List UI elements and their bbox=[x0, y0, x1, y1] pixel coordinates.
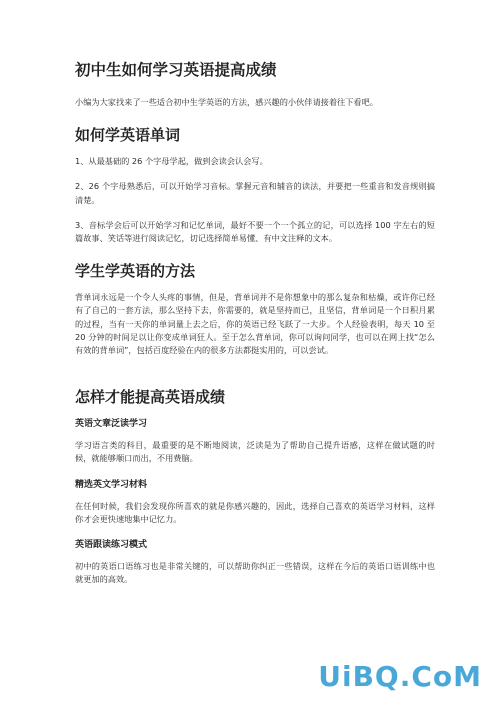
section3-paragraph-3: 初中的英语口语练习也是非常关键的，可以帮助你纠正一些错误，这样在今后的英语口语训练中也就更加的高效。 bbox=[75, 561, 435, 585]
section-heading-words: 如何学英语单词 bbox=[75, 126, 181, 145]
watermark-logo: UiBQ.CoM bbox=[318, 660, 482, 693]
section-heading-improve: 怎样才能提高英语成绩 bbox=[75, 388, 226, 407]
subheading-materials: 精选英文学习材料 bbox=[75, 479, 148, 490]
section3-paragraph-2: 在任何时候，我们会发现你所喜欢的就是你感兴趣的，因此，选择自己喜欢的英语学习材料，这样你才会更快速地集中记忆力。 bbox=[75, 500, 435, 524]
section3-paragraph-1: 学习语言类的科目，最重要的是不断地阅读，泛读是为了帮助自己提升语感，这样在做试题的时候，就能够顺口而出，不用费脑。 bbox=[75, 440, 435, 464]
document-title: 初中生如何学习英语提高成绩 bbox=[75, 60, 277, 79]
document-page bbox=[75, 60, 435, 598]
section1-paragraph-2: 2、26 个字母熟悉后，可以开始学习音标。掌握元音和辅音的读法，并要把一些重音和发音规则搞清楚。 bbox=[75, 181, 435, 205]
section1-paragraph-1: 1、从最基础的 26 个字母学起，做到会读会认会写。 bbox=[75, 156, 268, 167]
subheading-shadowing: 英语跟读练习模式 bbox=[75, 540, 148, 551]
intro-paragraph: 小编为大家找来了一些适合初中生学英语的方法，感兴趣的小伙伴请接着往下看吧。 bbox=[75, 97, 378, 107]
section-heading-methods: 学生学英语的方法 bbox=[75, 262, 196, 281]
section2-paragraph-1: 背单词永远是一个令人头疼的事情，但是，背单词并不是你想象中的那么复杂和枯燥，或许你已经有了自己的一套方法，那么坚持下去，你需要的，就是坚持而已，且坚信，背单词是一个日积月累的过程，当有一天你的单词量上去之后，你的英语已经飞跃了一大步。个人经验表明，每天 10 至 20 分钟的时间足以让你变成单词狂人。至于怎么背单词，你可以询问同学，也可以在网上找“怎么有效的背单词”，包括百度经验在内的很多方法都挺实用的，可以尝试。 bbox=[75, 292, 435, 356]
subheading-reading: 英语文章泛读学习 bbox=[75, 419, 148, 430]
section1-paragraph-3: 3、音标学会后可以开始学习和记忆单词，最好不要一个一个孤立的记，可以选择 100 字左右的短篇故事、笑话等进行阅读记忆，切记选择简单易懂、有中文注释的文本。 bbox=[75, 219, 435, 244]
